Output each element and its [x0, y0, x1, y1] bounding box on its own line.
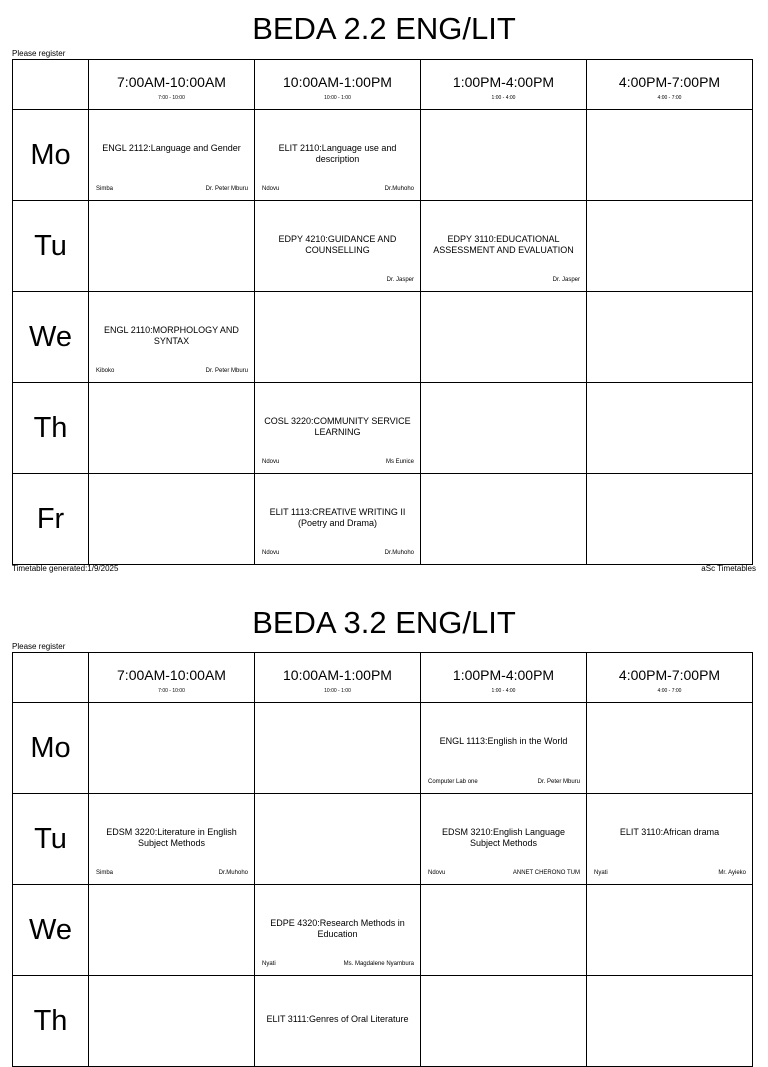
lesson-subject: EDSM 3220:Literature in English Subject Methods — [106, 827, 237, 848]
day-label: Th — [13, 383, 89, 474]
lesson-cell — [89, 383, 255, 474]
period-label: 1:00PM-4:00PM — [452, 74, 555, 90]
lesson-room: Nyati — [594, 870, 608, 876]
lesson-cell — [587, 703, 753, 794]
lesson-subject: EDPE 4320:Research Methods in Education — [270, 918, 405, 939]
lesson-cell — [421, 474, 587, 565]
period-header — [255, 60, 421, 110]
lesson-cell — [421, 976, 587, 1067]
lesson-subject: EDPY 3110:EDUCATIONAL ASSESSMENT AND EVALUATION — [433, 234, 574, 255]
lesson-subject: COSL 3220:COMMUNITY SERVICE LEARNING — [264, 416, 411, 437]
lesson-room: Kiboko — [96, 368, 115, 374]
schedule-grid — [12, 652, 753, 1067]
period-sublabel: 7:00 - 10:00 — [158, 688, 185, 694]
lesson-teacher: Dr. Peter Mburu — [537, 779, 580, 785]
lesson-room: Ndovu — [262, 186, 280, 192]
lesson-teacher: ANNET CHERONO TUM — [512, 870, 580, 876]
lesson-cell[interactable] — [89, 110, 255, 201]
lesson-room: Nyati — [262, 961, 276, 967]
period-label: 7:00AM-10:00AM — [117, 667, 226, 683]
schedule-grid — [12, 59, 753, 565]
corner-cell — [13, 653, 89, 703]
lesson-cell — [587, 383, 753, 474]
header-row — [13, 60, 753, 110]
lesson-cell[interactable] — [255, 474, 421, 565]
period-label: 4:00PM-7:00PM — [618, 74, 721, 90]
lesson-cell — [421, 292, 587, 383]
lesson-cell — [255, 292, 421, 383]
lesson-subject: ELIT 2110:Language use and description — [278, 143, 397, 164]
period-sublabel: 1:00 - 4:00 — [491, 688, 516, 694]
period-label: 1:00PM-4:00PM — [452, 667, 555, 683]
lesson-teacher: Dr.Muhoho — [218, 870, 248, 876]
lesson-cell[interactable] — [421, 794, 587, 885]
day-row — [13, 885, 753, 976]
lesson-cell — [89, 976, 255, 1067]
lesson-subject: ENGL 2112:Language and Gender — [102, 143, 241, 153]
day-row — [13, 201, 753, 292]
lesson-teacher: Dr. Peter Mburu — [205, 368, 248, 374]
period-label: 4:00PM-7:00PM — [618, 667, 721, 683]
lesson-cell — [587, 201, 753, 292]
period-header — [587, 60, 753, 110]
lesson-room: Ndovu — [262, 459, 280, 465]
day-label: Mo — [13, 110, 89, 201]
lesson-cell — [89, 201, 255, 292]
lesson-subject: ENGL 2110:MORPHOLOGY AND SYNTAX — [104, 325, 239, 346]
lesson-subject: ELIT 1113:CREATIVE WRITING II (Poetry and Drama) — [269, 507, 406, 528]
lesson-cell — [255, 794, 421, 885]
day-row — [13, 110, 753, 201]
lesson-cell[interactable] — [255, 110, 421, 201]
lesson-cell[interactable] — [89, 794, 255, 885]
lesson-teacher: Dr.Muhoho — [384, 550, 414, 556]
period-header — [421, 60, 587, 110]
lesson-cell — [421, 383, 587, 474]
period-header — [89, 60, 255, 110]
lesson-teacher: Dr. Jasper — [552, 277, 580, 283]
register-note: Please register — [12, 49, 66, 58]
lesson-teacher: Dr. Peter Mburu — [205, 186, 248, 192]
day-row — [13, 383, 753, 474]
timetable-title: BEDA 3.2 ENG/LIT — [252, 605, 516, 640]
period-sublabel: 1:00 - 4:00 — [491, 95, 516, 101]
period-sublabel: 7:00 - 10:00 — [158, 95, 185, 101]
corner-cell — [13, 60, 89, 110]
period-label: 10:00AM-1:00PM — [283, 74, 392, 90]
lesson-cell[interactable] — [587, 794, 753, 885]
lesson-subject: ELIT 3110:African drama — [619, 827, 720, 837]
lesson-teacher: Ms. Magdalene Nyambura — [343, 961, 414, 967]
lesson-room: Computer Lab one — [428, 779, 478, 785]
day-label: We — [13, 885, 89, 976]
lesson-teacher: Dr.Muhoho — [384, 186, 414, 192]
day-row — [13, 794, 753, 885]
header-row — [13, 653, 753, 703]
register-note: Please register — [12, 642, 66, 651]
lesson-room: Simba — [96, 186, 114, 192]
period-header — [255, 653, 421, 703]
period-label: 7:00AM-10:00AM — [117, 74, 226, 90]
generated-note: Timetable generated:1/9/2025 — [12, 564, 119, 573]
lesson-cell — [421, 110, 587, 201]
lesson-subject: ENGL 1113:English in the World — [439, 736, 568, 746]
lesson-room: Simba — [96, 870, 114, 876]
lesson-cell — [587, 292, 753, 383]
lesson-cell[interactable] — [421, 201, 587, 292]
lesson-cell — [587, 474, 753, 565]
lesson-cell — [587, 885, 753, 976]
day-row — [13, 976, 753, 1067]
day-label: We — [13, 292, 89, 383]
lesson-cell[interactable] — [255, 383, 421, 474]
lesson-cell[interactable] — [421, 703, 587, 794]
period-label: 10:00AM-1:00PM — [283, 667, 392, 683]
lesson-cell — [421, 885, 587, 976]
lesson-room: Ndovu — [428, 870, 446, 876]
day-label: Fr — [13, 474, 89, 565]
brand-note: aSc Timetables — [701, 564, 756, 573]
lesson-subject: EDSM 3210:English Language Subject Methods — [441, 827, 566, 848]
lesson-cell — [255, 703, 421, 794]
period-header — [421, 653, 587, 703]
period-sublabel: 10:00 - 1:00 — [324, 95, 351, 101]
day-label: Tu — [13, 794, 89, 885]
day-row — [13, 292, 753, 383]
lesson-cell — [89, 703, 255, 794]
lesson-cell — [587, 976, 753, 1067]
period-sublabel: 4:00 - 7:00 — [657, 95, 682, 101]
lesson-cell[interactable] — [255, 976, 421, 1067]
period-header — [89, 653, 255, 703]
lesson-teacher: Ms Eunice — [385, 459, 414, 465]
period-sublabel: 4:00 - 7:00 — [657, 688, 682, 694]
period-sublabel: 10:00 - 1:00 — [324, 688, 351, 694]
period-header — [587, 653, 753, 703]
lesson-cell — [587, 110, 753, 201]
day-row — [13, 474, 753, 565]
lesson-cell — [89, 885, 255, 976]
day-row — [13, 703, 753, 794]
lesson-room: Ndovu — [262, 550, 280, 556]
lesson-cell[interactable] — [255, 201, 421, 292]
lesson-cell[interactable] — [255, 885, 421, 976]
lesson-subject: EDPY 4210:GUIDANCE AND COUNSELLING — [278, 234, 397, 255]
timetable-title: BEDA 2.2 ENG/LIT — [252, 11, 516, 46]
lesson-teacher: Dr. Jasper — [386, 277, 414, 283]
lesson-cell — [89, 474, 255, 565]
day-label: Th — [13, 976, 89, 1067]
lesson-subject: ELIT 3111:Genres of Oral Literature — [266, 1014, 409, 1024]
day-label: Tu — [13, 201, 89, 292]
lesson-cell[interactable] — [89, 292, 255, 383]
lesson-teacher: Mr. Ayieko — [718, 870, 746, 876]
day-label: Mo — [13, 703, 89, 794]
